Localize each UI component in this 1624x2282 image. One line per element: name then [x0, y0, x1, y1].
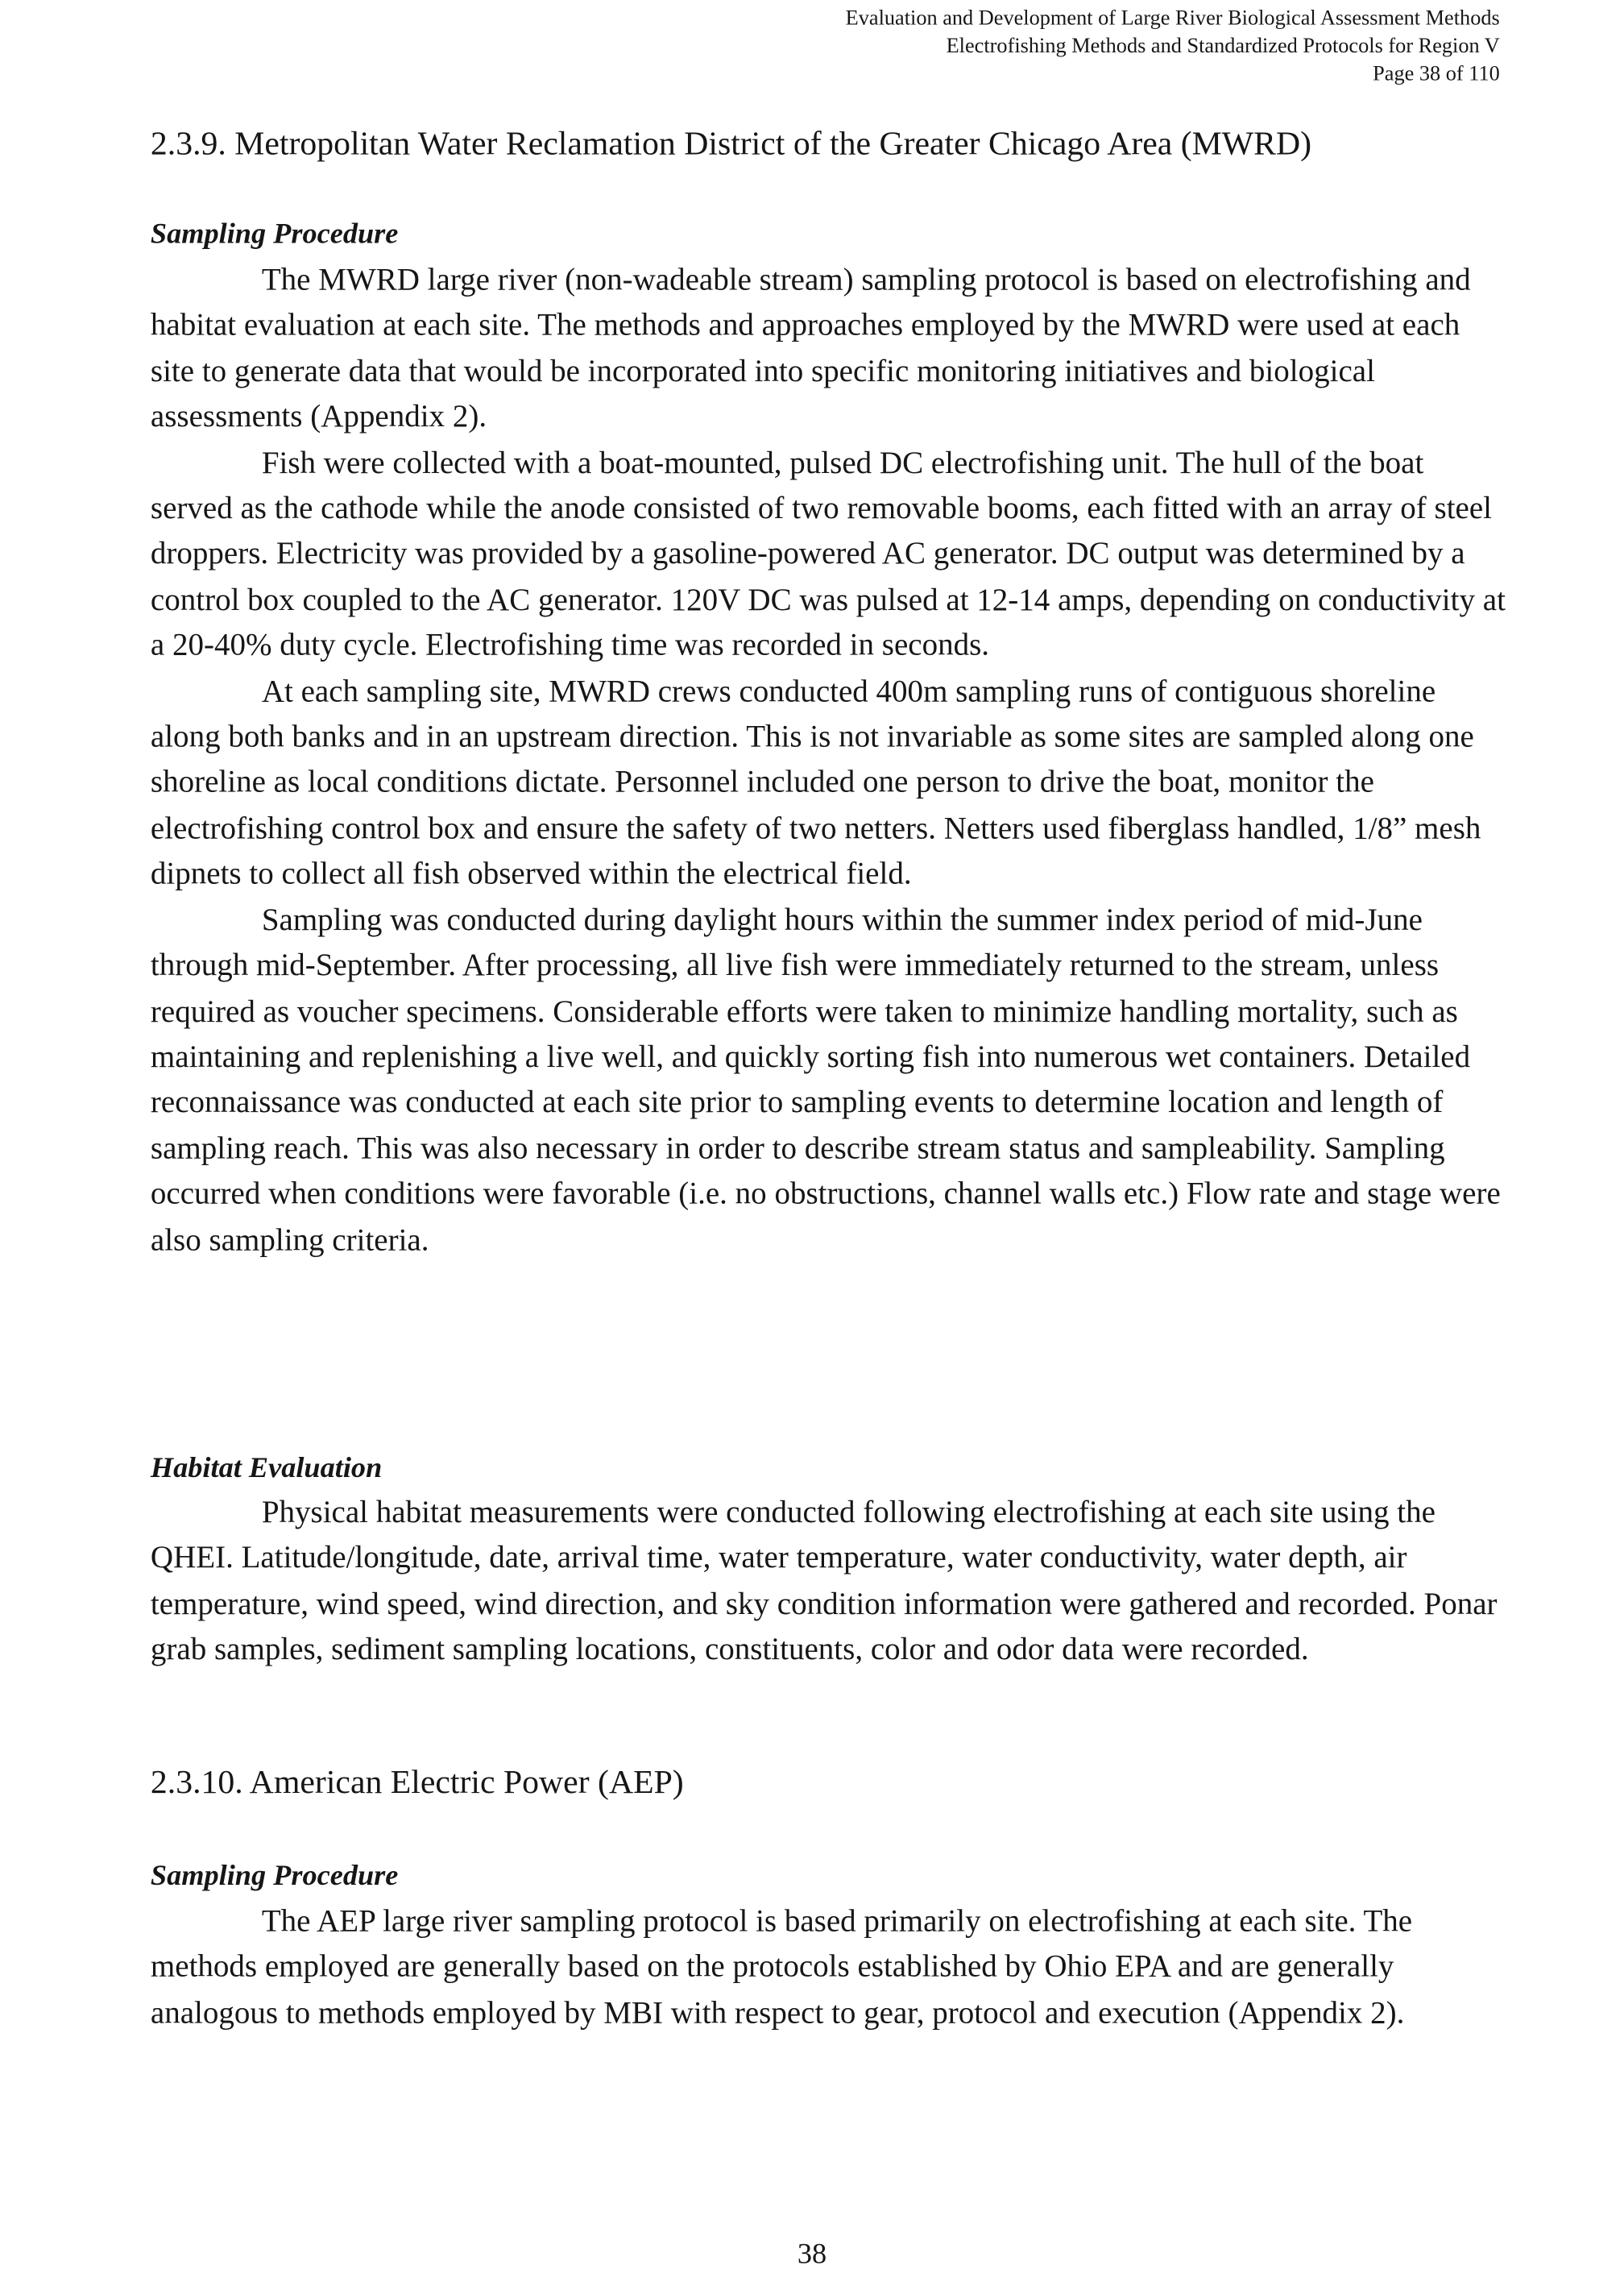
paragraph: The MWRD large river (non-wadeable stream) sampling protocol is based on electrofishing and habitat evaluation at each site. The methods and approaches employed by the MWRD were used at each site to generate data that would be incorporated into specific monitoring initiatives and biological assessments (Appendix 2).: [150, 262, 1471, 434]
subheading-mwrd-habitat-evaluation: Habitat Evaluation: [150, 1452, 383, 1485]
subheading-aep-sampling-procedure: Sampling Procedure: [150, 1860, 399, 1892]
running-header: [846, 6, 1500, 89]
section-heading-aep: 2.3.10. American Electric Power (AEP): [150, 1763, 684, 1801]
page-number: 38: [797, 2238, 827, 2271]
header-report-title: Evaluation and Development of Large River Biological Assessment Methods: [845, 7, 1500, 31]
paragraph: The AEP large river sampling protocol is based primarily on electrofishing at each site. The methods employed are generally based on the protocols established by Ohio EPA and are generally analogous to methods employed by MBI with respect to gear, protocol and execution (Appendix 2).: [150, 1903, 1413, 2031]
paragraph: Physical habitat measurements were conducted following electrofishing at each site using the QHEI. Latitude/longitude, date, arrival time, water temperature, water conductivity, water depth, air temperature, wind speed, wind direction, and sky condition information were gathered and recorded. Ponar grab samples, sediment sampling locations, constituents, color and odor data were recorded.: [150, 1494, 1498, 1667]
paragraph: At each sampling site, MWRD crews conducted 400m sampling runs of contiguous shoreline along both banks and in an upstream direction. This is not invariable as some sites are sampled along one shoreline as local conditions dictate. Personnel included one person to drive the boat, monitor the electrofishing control box and ensure the safety of two netters. Netters used fiberglass handled, 1/8” mesh dipnets to collect all fish observed within the electrical field.: [150, 673, 1481, 891]
header-page-count: Page 38 of 110: [1373, 62, 1500, 86]
paragraph: Fish were collected with a boat-mounted, pulsed DC electrofishing unit. The hull of the boat served as the cathode while the anode consisted of two removable booms, each fitted with an array of steel droppers. Electricity was provided by a gasoline-powered AC generator. DC output was determined by a control box coupled to the AC generator. 120V DC was pulsed at 12-14 amps, depending on conductivity at a 20-40% duty cycle. Electrofishing time was recorded in seconds.: [150, 444, 1506, 663]
paragraph: Sampling was conducted during daylight hours within the summer index period of mid-June through mid-September. After processing, all live fish were immediately returned to the stream, unless required as voucher specimens. Considerable efforts were taken to minimize handling mortality, such as maintaining and replenishing a live well, and quickly sorting fish into numerous wet containers. Detailed reconnaissance was conducted at each site prior to sampling events to determine location and length of sampling reach. This was also necessary in order to describe stream status and sampleability. Sampling occurred when conditions were favorable (i.e. no obstructions, channel walls etc.) Flow rate and stage were also sampling criteria.: [150, 902, 1501, 1257]
header-report-subtitle: Electrofishing Methods and Standardized Protocols for Region V: [946, 35, 1500, 59]
section-heading-mwrd: 2.3.9. Metropolitan Water Reclamation District of the Greater Chicago Area (MWRD): [150, 125, 1312, 162]
mwrd-habitat-evaluation-body: [151, 1490, 1510, 1673]
mwrd-sampling-procedure-body: [151, 258, 1510, 1263]
subheading-mwrd-sampling-procedure: Sampling Procedure: [150, 218, 399, 251]
aep-sampling-procedure-body: [151, 1899, 1510, 2036]
